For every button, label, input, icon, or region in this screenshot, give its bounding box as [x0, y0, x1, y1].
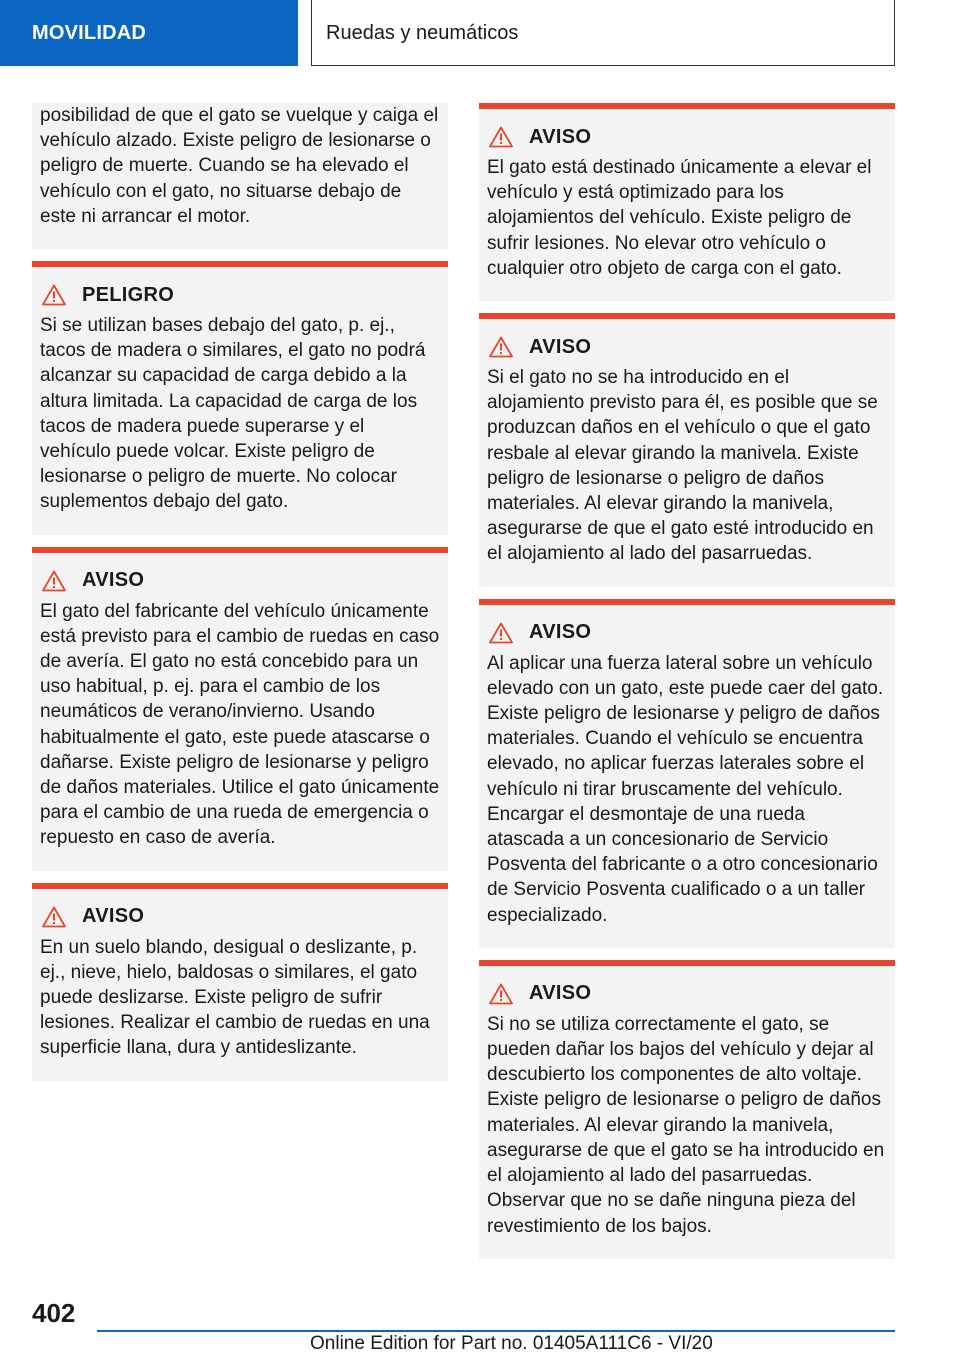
warning-header: [487, 319, 887, 363]
continuation-text: posibilidad de que el gato se vuelque y caiga el vehículo alzado. Existe peligro de lesionarse o peligro de muerte. Cuando se ha elevado el vehículo con el gato, no situarse debajo de este ni arrancar el motor.: [40, 105, 439, 227]
warning-title: AVISO: [529, 125, 592, 148]
continuation-box: [32, 103, 448, 249]
warning-triangle-icon: [42, 570, 66, 592]
warning-title: PELIGRO: [82, 283, 175, 306]
warning-triangle-icon: [42, 906, 66, 928]
warning-title: AVISO: [529, 621, 592, 644]
warning-triangle-icon: [489, 983, 513, 1005]
warning-text: Si no se utiliza correctamente el gato, se pueden dañar los bajos del vehículo y dejar al descubierto los componentes de alto voltaje. Existe peligro de lesionarse o peligro de daños materiales. Al elevar girando la manivela, asegurarse de que el gato se ha introducido en el alojamiento al lado del pasarruedas. Observar que no se dañe ninguna pieza del revestimiento de los bajos.: [487, 1013, 885, 1237]
notice-box: [479, 599, 895, 948]
footer-rule: [97, 1330, 895, 1332]
right-column: [479, 103, 895, 1259]
warning-text: Si se utilizan bases debajo del gato, p. ej., tacos de madera o similares, el gato no podrá alcanzar su capacidad de carga debido a la altura limitada. La capacidad de carga de los tacos de madera puede superarse y el vehículo puede volcar. Existe peligro de lesionarse o peligro de muerte. No colocar suplementos debajo del gato.: [40, 315, 426, 513]
edition-footer: Online Edition for Part no. 01405A111C6 - VI/20: [310, 1333, 713, 1354]
warning-text: En un suelo blando, desigual o deslizante, p. ej., nieve, hielo, baldosas o similares, el gato puede deslizarse. Existe peligro de sufrir lesiones. Realizar el cambio de ruedas en una superficie llana, dura y antideslizante.: [40, 936, 430, 1059]
notice-box: [479, 313, 895, 587]
warning-header: [40, 267, 440, 311]
left-column: [32, 103, 448, 1081]
warning-header: [40, 889, 440, 933]
warning-text: El gato del fabricante del vehículo únicamente está previsto para el cambio de ruedas en caso de avería. El gato no está concebido para un uso habitual, p. ej. para el cambio de los neumáticos de verano/invierno. Usando habitualmente el gato, este puede atascarse o dañarse. Existe peligro de lesionarse y peligro de daños materiales. Utilice el gato únicamente para el cambio de una rueda de emergencia o repuesto en caso de avería.: [40, 600, 440, 849]
notice-box: [479, 103, 895, 301]
chapter-title: Ruedas y neumáticos: [311, 0, 895, 66]
section-tab: MOVILIDAD: [0, 0, 298, 66]
warning-title: AVISO: [82, 569, 145, 592]
warning-header: [487, 109, 887, 153]
warning-title: AVISO: [529, 982, 592, 1005]
warning-triangle-icon: [489, 126, 513, 148]
page-number: 402: [32, 1298, 76, 1328]
warning-header: [40, 553, 440, 597]
warning-triangle-icon: [489, 622, 513, 644]
warning-title: AVISO: [529, 335, 592, 358]
warning-text: El gato está destinado únicamente a elevar el vehículo y está optimizado para los alojamientos del vehículo. Existe peligro de sufrir lesiones. No elevar otro vehículo o cualquier otro objeto de carga con el gato.: [487, 157, 872, 279]
notice-box: [32, 883, 448, 1081]
warning-title: AVISO: [82, 905, 145, 928]
warning-header: [487, 605, 887, 649]
warning-header: [487, 966, 887, 1010]
notice-box: [479, 960, 895, 1259]
warning-triangle-icon: [42, 284, 66, 306]
warning-triangle-icon: [489, 336, 513, 358]
warning-text: Al aplicar una fuerza lateral sobre un vehículo elevado con un gato, este puede caer del gato. Existe peligro de lesionarse y peligro de daños materiales. Cuando el vehículo se encuentra elevado, no aplicar fuerzas laterales sobre el vehículo ni tirar bruscamente del vehículo. Encargar el desmontaje de una rueda atascada a un concesionario de Servicio Posventa del fabricante o a otro concesionario de Servicio Posventa cualificado o a un taller especializado.: [487, 652, 884, 926]
notice-box: [32, 547, 448, 871]
page-header: [0, 0, 960, 66]
danger-box: [32, 261, 448, 535]
warning-text: Si el gato no se ha introducido en el alojamiento previsto para él, es posible que se produzcan daños en el vehículo o que el gato resbale al elevar girando la manivela. Existe peligro de lesionarse o peligro de daños materiales. Al elevar girando la manivela, asegurarse de que el gato esté introducido en el alojamiento al lado del pasarruedas.: [487, 367, 878, 565]
